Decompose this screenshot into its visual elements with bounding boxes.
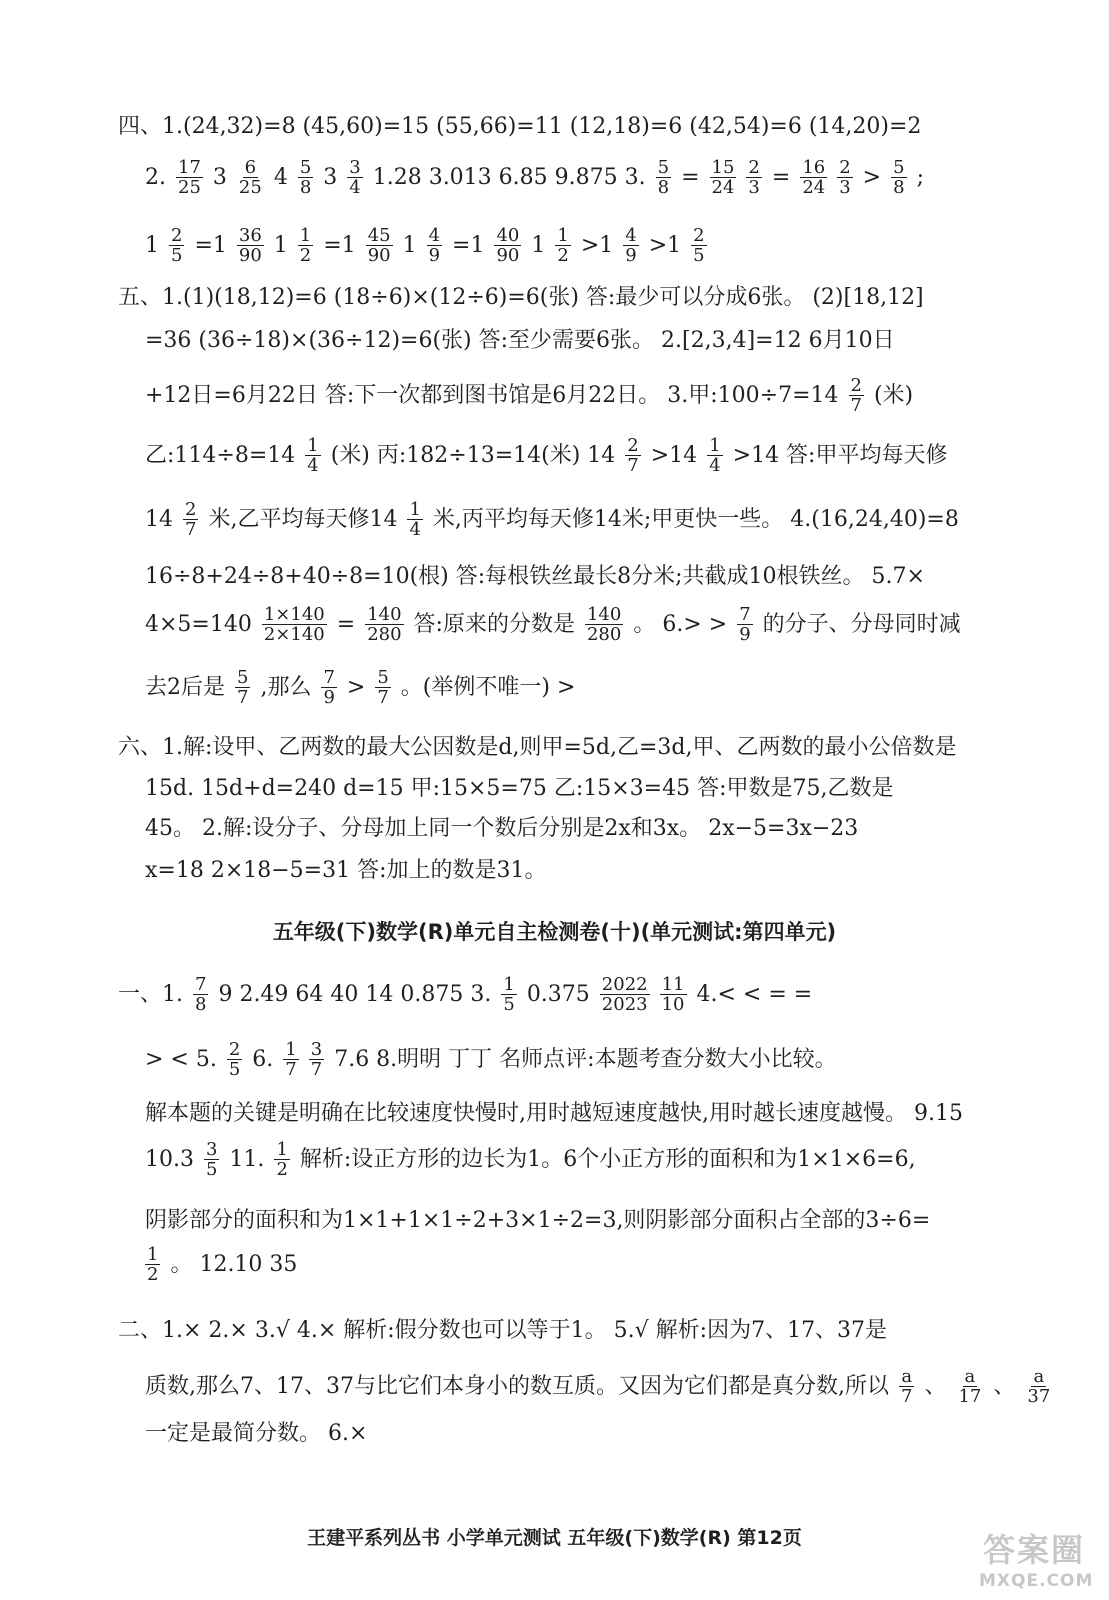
fraction <box>660 975 687 1015</box>
text-run: 2 <box>839 157 851 178</box>
text-run: 3 <box>310 1039 323 1060</box>
fraction <box>849 376 864 416</box>
text-run: >1 <box>580 232 614 258</box>
text-run: 1 <box>145 232 159 258</box>
text-run: 2 <box>171 225 183 246</box>
text-run: 1.28 3.013 6.85 9.875 3. <box>372 164 646 190</box>
text-run: 7 <box>627 455 639 477</box>
sec1-line6 <box>145 1245 297 1285</box>
text-run: 4 <box>625 225 637 246</box>
text-run: 17 <box>178 157 201 178</box>
fraction <box>183 500 198 540</box>
watermark <box>979 1525 1094 1591</box>
text-run: > <box>346 674 366 700</box>
fraction <box>501 975 516 1015</box>
fraction <box>710 158 737 198</box>
text-run: 1 <box>307 435 319 456</box>
text-run: 9 <box>428 245 441 267</box>
fraction <box>707 436 722 476</box>
text-run: =1 <box>323 232 356 258</box>
fraction <box>298 226 313 266</box>
text-run: 1 <box>147 1244 159 1265</box>
text-run: ; <box>916 164 924 190</box>
text-run: 3 <box>349 157 361 178</box>
text-run: 2023 <box>601 994 648 1016</box>
text-run: 3 <box>205 1139 218 1160</box>
fraction <box>375 668 390 708</box>
text-run: 140 <box>367 604 402 625</box>
text-run: 2 <box>627 435 639 456</box>
sec1-line5 <box>145 1210 930 1232</box>
text-run: 16 <box>802 157 826 178</box>
text-run: 140 <box>586 604 622 625</box>
sec5-line3 <box>145 376 913 416</box>
sec6-line1 <box>118 737 957 759</box>
text-run: 1 <box>299 225 312 246</box>
text-run: = <box>771 164 791 190</box>
fraction <box>737 605 752 645</box>
text-run: 7.6 8.明明 丁丁 名师点评:本题考查分数大小比较。 <box>334 1046 837 1072</box>
sec5-line6 <box>145 566 925 588</box>
text-run: 10.3 <box>145 1146 194 1172</box>
text-run: 7 <box>850 395 862 417</box>
text-run: 4.< < = = <box>696 981 813 1007</box>
sec4-line1 <box>118 116 921 138</box>
text-run: 14 <box>145 506 173 532</box>
fraction <box>899 1367 914 1407</box>
text-run: 7 <box>195 974 207 995</box>
fraction <box>298 158 313 198</box>
text-run: 。 6.> > <box>633 611 728 637</box>
text-run: 24 <box>802 177 826 199</box>
fraction <box>691 226 706 266</box>
fraction <box>623 226 638 266</box>
text-run: 37 <box>1027 1386 1051 1408</box>
text-run: 2 <box>693 225 705 246</box>
text-run: 24 <box>711 177 735 199</box>
text-run: 8 <box>195 994 207 1016</box>
text-run: 。 12.10 35 <box>170 1251 298 1277</box>
text-run: 、 <box>993 1373 1016 1399</box>
text-run: 一定是最简分数。 6.× <box>145 1421 368 1446</box>
text-run: (米) 丙:182÷13=14(米) 14 <box>330 442 616 468</box>
fraction <box>365 605 403 645</box>
text-run: = <box>681 164 700 190</box>
text-run: 4 <box>428 225 441 246</box>
fraction <box>585 605 623 645</box>
text-run: 2. <box>145 164 166 190</box>
text-run: 5 <box>228 1059 241 1081</box>
fraction <box>366 226 393 266</box>
text-run: 4 <box>709 455 721 477</box>
text-run: 2 <box>228 1039 241 1060</box>
sec2-line3 <box>145 1423 367 1445</box>
text-run: 1 <box>409 499 421 520</box>
text-run: 7 <box>185 519 197 541</box>
text-run: 7 <box>739 604 751 625</box>
text-run: (米) <box>873 382 914 408</box>
text-run: 45 <box>367 225 391 246</box>
fraction <box>237 226 264 266</box>
text-run: 5 <box>893 157 905 178</box>
fraction <box>235 668 250 708</box>
text-run: 90 <box>238 245 262 267</box>
sec1-line1 <box>118 975 812 1015</box>
text-run: 10 <box>661 994 685 1016</box>
fraction <box>309 1040 324 1080</box>
text-run: 2022 <box>601 974 648 995</box>
text-run: 17 <box>958 1386 982 1408</box>
sec5-line2 <box>145 330 895 352</box>
text-run: ,那么 <box>260 674 312 700</box>
text-run: 11. <box>229 1146 265 1172</box>
text-run: >14 <box>650 442 698 468</box>
text-run: 5 <box>299 157 312 178</box>
text-run: 1 <box>503 974 515 995</box>
text-run: 1 <box>709 435 721 456</box>
text-run: 3 <box>839 177 851 199</box>
text-run: 、 <box>924 1373 947 1399</box>
fraction <box>891 158 906 198</box>
text-run: 7 <box>323 667 335 688</box>
fraction <box>169 226 184 266</box>
page-footer: 王建平系列丛书 小学单元测试 五年级(下)数学(R) 第12页 <box>307 1527 802 1549</box>
text-run: 7 <box>237 687 249 709</box>
text-run: 2 <box>850 375 862 396</box>
sec2-line1 <box>118 1320 887 1342</box>
text-run: 的分子、分母同时减 <box>762 611 961 637</box>
text-run: 2 <box>299 245 312 267</box>
text-run: 40 <box>496 225 520 246</box>
sec5-line5 <box>145 500 959 540</box>
text-run: 质数,那么7、17、37与比它们本身小的数互质。又因为它们都是真分数,所以 <box>145 1373 889 1399</box>
text-run: x=18 2×18−5=31 答:加上的数是31。 <box>145 858 547 883</box>
text-run: 4 <box>409 519 421 541</box>
text-run: 280 <box>586 624 622 646</box>
text-run: 8 <box>657 177 670 199</box>
sec4-line3 <box>145 226 707 266</box>
text-run: =1 <box>452 232 485 258</box>
text-run: 6 <box>244 157 257 178</box>
fraction <box>656 158 671 198</box>
text-run: =1 <box>194 232 227 258</box>
fraction <box>283 1040 298 1080</box>
text-run: 2 <box>276 1159 288 1181</box>
text-run: 乙:114÷8=14 <box>145 442 296 468</box>
text-run: 。(举例不唯一) > <box>400 674 576 700</box>
sec6-line2 <box>145 778 894 800</box>
text-run: a <box>901 1366 913 1387</box>
fraction <box>1025 1367 1052 1407</box>
fraction <box>494 226 521 266</box>
text-run: 5 <box>657 157 670 178</box>
text-run: 9 <box>739 624 751 646</box>
text-run: 3 <box>748 177 760 199</box>
text-run: 15 <box>711 157 735 178</box>
text-run: 7 <box>310 1059 323 1081</box>
text-run: 4×5=140 <box>145 611 252 637</box>
fraction <box>237 158 264 198</box>
text-run: 8 <box>893 177 905 199</box>
text-run: 15d. 15d+d=240 d=15 甲:15×5=75 乙:15×3=45 答:甲数是75,乙数是 <box>145 776 894 801</box>
sec1-line2 <box>145 1040 837 1080</box>
text-run: 16÷8+24÷8+40÷8=10(根) 答:每根铁丝最长8分米;共截成10根铁丝。 5.7× <box>145 564 925 589</box>
fraction <box>407 500 422 540</box>
text-run: 3 <box>212 164 227 190</box>
fraction <box>262 605 327 645</box>
text-run: 1 <box>402 232 417 258</box>
text-run: 1 <box>276 1139 288 1160</box>
fraction <box>176 158 203 198</box>
text-run: 7 <box>285 1059 297 1081</box>
fraction <box>600 975 650 1015</box>
fraction <box>427 226 442 266</box>
text-run: 90 <box>496 245 520 267</box>
fraction <box>193 975 208 1015</box>
text-run: 9 2.49 64 40 14 0.875 3. <box>218 981 492 1007</box>
text-run: 解本题的关键是明确在比较速度快慢时,用时越短速度越快,用时越长速度越慢。 9.15 <box>145 1101 963 1126</box>
text-run: 2 <box>147 1264 159 1286</box>
text-run: 1 <box>273 232 288 258</box>
text-run: 4 <box>273 164 288 190</box>
text-run: 2×140 <box>263 624 325 646</box>
text-run: 5 <box>237 667 249 688</box>
text-run: 5 <box>377 667 389 688</box>
sec6-line4 <box>145 860 547 882</box>
fraction <box>305 436 320 476</box>
text-run: +12日=6月22日 答:下一次都到图书馆是6月22日。 3.甲:100÷7=14 <box>145 382 839 408</box>
text-run: > <box>862 164 882 190</box>
text-run: 3 <box>323 164 338 190</box>
text-run: 五、1.(1)(18,12)=6 (18÷6)×(12÷6)=6(张) 答:最少可以分成6张。 (2)[18,12] <box>118 285 924 310</box>
text-run: >14 答:甲平均每天修 <box>732 442 948 468</box>
text-run: 二、1.× 2.× 3.√ 4.× 解析:假分数也可以等于1。 5.√ 解析:因为7、17、37是 <box>118 1318 888 1343</box>
sec5-line4 <box>145 436 947 476</box>
text-run: 25 <box>238 177 262 199</box>
text-run: 5 <box>205 1159 218 1181</box>
fraction <box>204 1140 219 1180</box>
fraction <box>746 158 761 198</box>
fraction <box>227 1040 242 1080</box>
fraction <box>145 1245 160 1285</box>
text-run: 7 <box>900 1386 913 1408</box>
text-run: 4 <box>307 455 319 477</box>
text-run: = <box>336 611 356 637</box>
text-run: 280 <box>367 624 402 646</box>
sec6-line3 <box>145 818 858 840</box>
text-run: 去2后是 <box>145 674 225 700</box>
text-run: 1×140 <box>263 604 325 625</box>
text-run: 6. <box>252 1046 274 1072</box>
text-run: 2 <box>185 499 197 520</box>
fraction <box>956 1367 983 1407</box>
text-run: 1 <box>557 225 569 246</box>
fraction <box>321 668 336 708</box>
text-run: 90 <box>367 245 391 267</box>
sec1-line4 <box>145 1140 916 1180</box>
watermark-logo: 答案圈 <box>982 1531 1085 1569</box>
text-run: 阴影部分的面积和为1×1+1×1÷2+3×1÷2=3,则阴影部分面积占全部的3÷6= <box>145 1208 931 1233</box>
text-run: 36 <box>238 225 262 246</box>
text-run: 7 <box>377 687 389 709</box>
text-run: 1 <box>531 232 546 258</box>
text-run: 2 <box>557 245 569 267</box>
text-run: > < 5. <box>145 1046 217 1072</box>
text-run: 米,丙平均每天修14米;甲更快一些。 4.(16,24,40)=8 <box>432 506 959 532</box>
fraction <box>837 158 852 198</box>
fraction <box>274 1140 289 1180</box>
text-run: 5 <box>171 245 183 267</box>
fraction <box>800 158 827 198</box>
sec4-line2 <box>145 158 924 198</box>
text-run: a <box>964 1366 976 1387</box>
fraction <box>625 436 640 476</box>
text-run: 9 <box>625 245 637 267</box>
text-run: 45。 2.解:设分子、分母加上同一个数后分别是2x和3x。 2x−5=3x−23 <box>145 816 859 841</box>
sec5-line8 <box>145 668 575 708</box>
fraction <box>347 158 362 198</box>
text-run: 答:原来的分数是 <box>413 611 575 637</box>
section-heading: 五年级(下)数学(R)单元自主检测卷(十)(单元测试:第四单元) <box>272 920 837 944</box>
text-run: 六、1.解:设甲、乙两数的最大公因数是d,则甲=5d,乙=3d,甲、乙两数的最小公倍数是 <box>118 735 957 760</box>
text-run: >1 <box>648 232 682 258</box>
text-run: 米,乙平均每天修14 <box>208 506 398 532</box>
sec1-line3 <box>145 1103 963 1125</box>
text-run: 2 <box>748 157 760 178</box>
text-run: 5 <box>693 245 705 267</box>
text-run: 解析:设正方形的边长为1。6个小正方形的面积和为1×1×6=6, <box>299 1146 916 1172</box>
text-run: 四、1.(24,32)=8 (45,60)=15 (55,66)=11 (12,18)=6 (42,54)=6 (14,20)=2 <box>118 114 922 139</box>
sec5-line7 <box>145 605 961 645</box>
text-run: 一、1. <box>118 981 183 1007</box>
text-run: 9 <box>323 687 335 709</box>
sec2-line2 <box>145 1367 1052 1407</box>
sec5-line1 <box>118 287 924 309</box>
text-run: =36 (36÷18)×(36÷12)=6(张) 答:至少需要6张。 2.[2,3,4]=12 6月10日 <box>145 328 895 353</box>
text-run: 4 <box>349 177 361 199</box>
text-run: 1 <box>285 1039 297 1060</box>
text-run: a <box>1033 1366 1045 1387</box>
text-run: 5 <box>503 994 515 1016</box>
text-run: 0.375 <box>526 981 590 1007</box>
text-run: 8 <box>299 177 312 199</box>
watermark-url: MXQE.COM <box>979 1571 1094 1591</box>
text-run: 11 <box>661 974 685 995</box>
fraction <box>555 226 570 266</box>
text-run: 25 <box>178 177 201 199</box>
